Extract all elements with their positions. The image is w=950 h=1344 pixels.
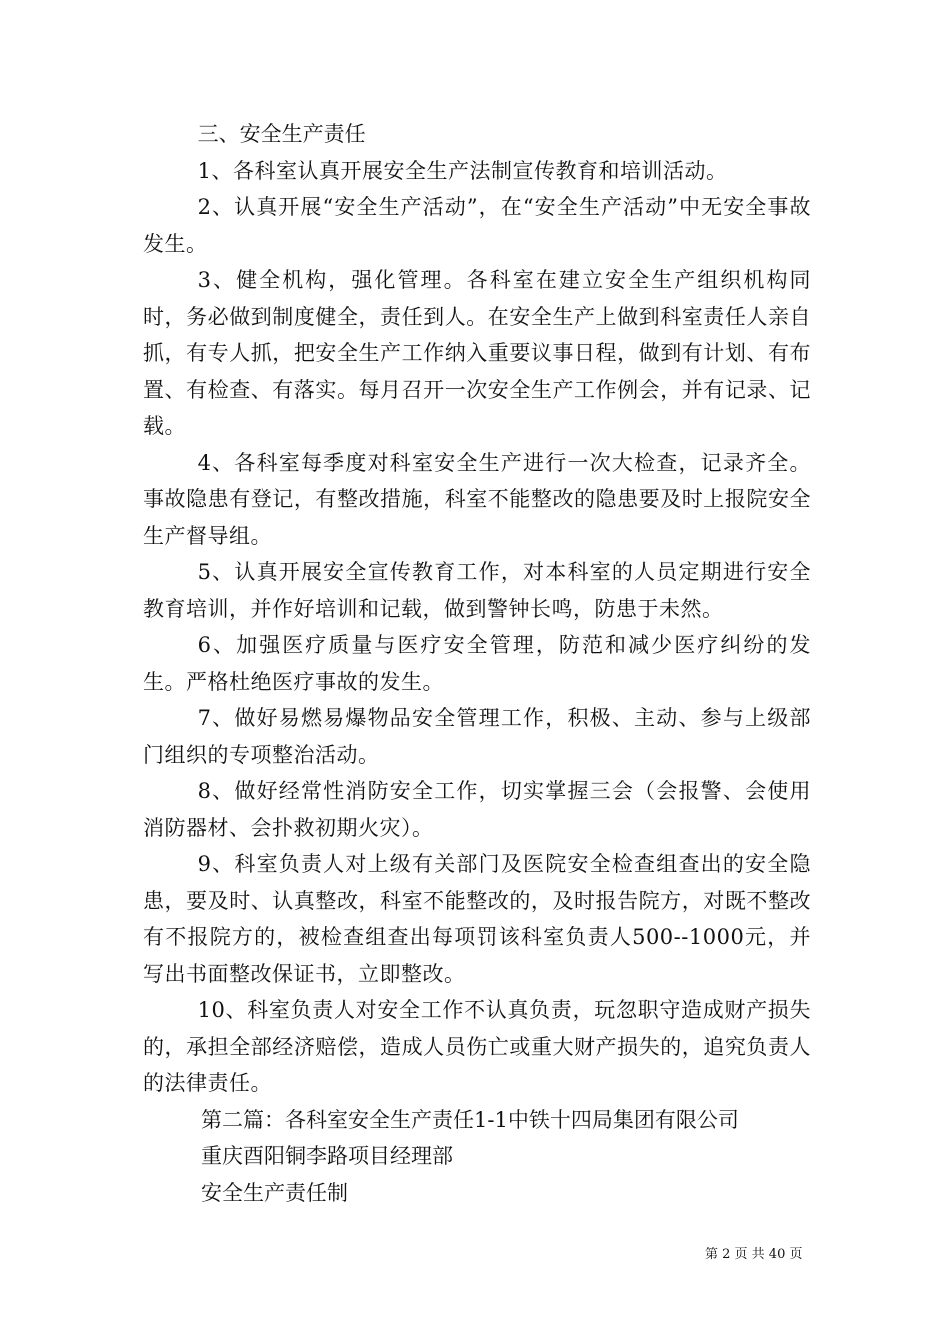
paragraph-10: 10、科室负责人对安全工作不认真负责，玩忽职守造成财产损失的，承担全部经济赔偿，造成人员伤亡或重大财产损失的，追究负责人的法律责任。 <box>143 998 811 1095</box>
paragraph-6: 6、加强医疗质量与医疗安全管理，防范和减少医疗纠纷的发生。严格杜绝医疗事故的发生。 <box>143 633 811 694</box>
paragraph-3: 3、健全机构，强化管理。各科室在建立安全生产组织机构同时，务必做到制度健全，责任到人。在安全生产上做到科室责任人亲自抓，有专人抓，把安全生产工作纳入重要议事日程，做到有计划、有布置、有检查、有落实。每月召开一次安全生产工作例会，并有记录、记载。 <box>143 268 811 438</box>
document-body <box>143 116 811 1211</box>
page-number: 第 2 页 共 40 页 <box>705 1247 803 1262</box>
paragraph-1: 1、各科室认真开展安全生产法制宣传教育和培训活动。 <box>197 158 728 183</box>
responsibility-system-line: 安全生产责任制 <box>201 1180 348 1205</box>
paragraph-2: 2、认真开展“安全生产活动”，在“安全生产活动”中无安全事故发生。 <box>143 195 811 256</box>
project-department-line: 重庆酉阳铜李路项目经理部 <box>201 1144 453 1168</box>
second-article-title: 第二篇：各科室安全生产责任1-1中铁十四局集团有限公司 <box>201 1107 739 1132</box>
paragraph-9: 9、科室负责人对上级有关部门及医院安全检查组查出的安全隐患，要及时、认真整改，科室不能整改的，及时报告院方，对既不整改有不报院方的，被检查组查出每项罚该科室负责人500--1000元，并写出书面整改保证书，立即整改。 <box>143 852 811 986</box>
paragraph-8: 8、做好经常性消防安全工作，切实掌握三会（会报警、会使用消防器材、会扑救初期火灾）。 <box>143 779 811 840</box>
paragraph-4: 4、各科室每季度对科室安全生产进行一次大检查，记录齐全。事故隐患有登记，有整改措施，科室不能整改的隐患要及时上报院安全生产督导组。 <box>143 450 811 548</box>
paragraph-7: 7、做好易燃易爆物品安全管理工作，积极、主动、参与上级部门组织的专项整治活动。 <box>143 706 811 767</box>
section-heading: 三、安全生产责任 <box>197 122 366 146</box>
paragraph-5: 5、认真开展安全宣传教育工作，对本科室的人员定期进行安全教育培训，并作好培训和记载，做到警钟长鸣，防患于未然。 <box>143 560 811 621</box>
